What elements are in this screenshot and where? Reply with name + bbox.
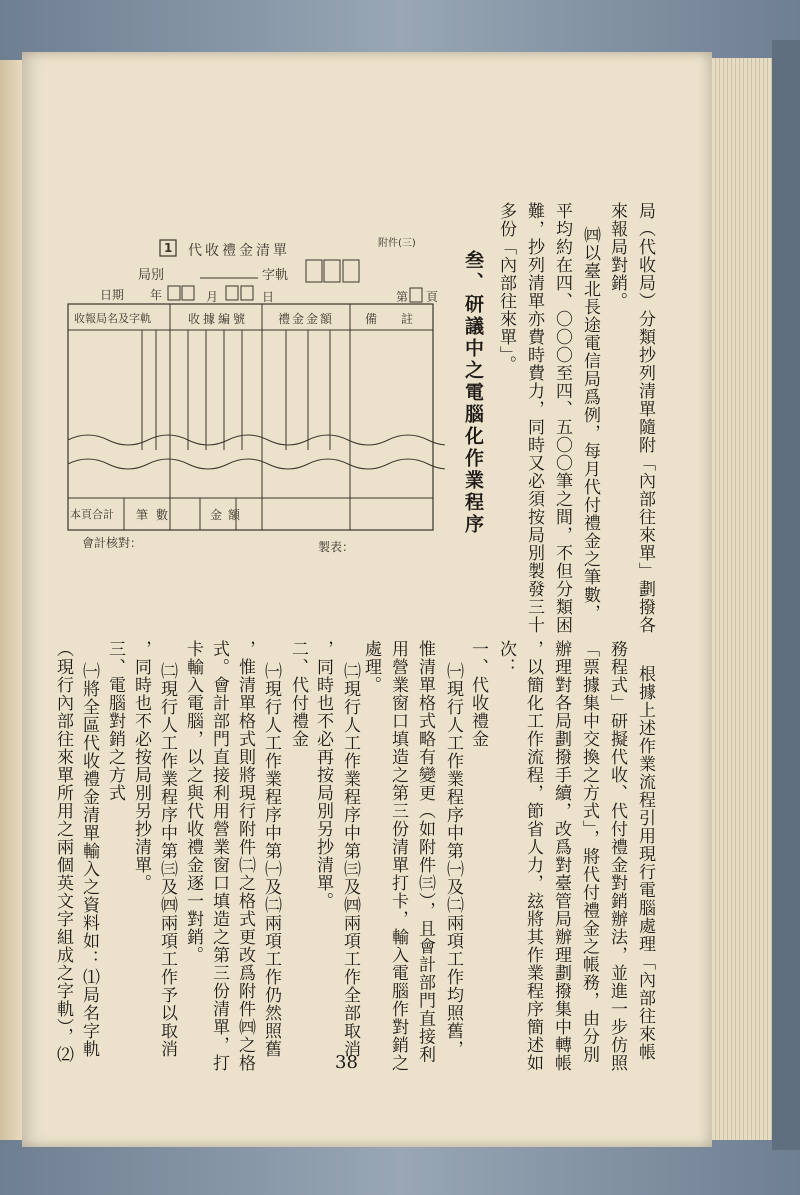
text-column: 平均約在四、〇〇〇至四、五〇〇筆之間，不但分類困 — [552, 202, 572, 634]
page-number: 38 — [335, 1052, 358, 1073]
attachment-form — [60, 228, 445, 558]
col-header: 收報局名及字軌 — [74, 312, 151, 325]
col-header: 收據編號 — [188, 312, 249, 326]
text-column: ，以簡化工作流程，節省人力，玆將其作業程序簡述如 — [523, 640, 543, 1072]
prepared-by-label: 製表： — [318, 540, 355, 554]
track-label: 字軌 — [262, 268, 289, 283]
text-column: ㈠將全區代收禮金清單輸入之資料如：⑴局名字軌 — [79, 662, 99, 1058]
text-column: ㈡現行人工作業程序中第㈢及㈣兩項工作全部取消 — [340, 662, 360, 1058]
text-column: 處理。 — [361, 640, 381, 694]
amount-label: 金額 — [210, 508, 247, 522]
form-title: 代收禮金清單 — [188, 243, 290, 259]
text-column: 一、代收禮金 — [468, 640, 488, 748]
form-attachment-label: 附件(三) — [378, 238, 416, 249]
text-column: 根據上述作業流程引用現行電腦處理「內部往來帳 — [635, 665, 655, 1061]
text-column: 式。會計部門直接利用營業窗口填造之第三份清單，打 — [209, 640, 229, 1072]
text-column: 用營業窗口填造之第三份清單打卡，輸入電腦作對銷之 — [388, 640, 408, 1072]
text-column: ㈣以臺北長途電信局爲例，每月代付禮金之筆數， — [580, 226, 600, 622]
accounting-check-label: 會計核對： — [82, 536, 143, 550]
text-column: 「票據集中交換之方式」，將代付禮金之帳務，由分別 — [579, 640, 599, 1064]
form-grid — [60, 228, 445, 558]
date-label: 日期 — [100, 288, 125, 302]
page-edges — [712, 58, 772, 1140]
text-column: ，同時也不必按局別另抄清單。 — [131, 640, 151, 892]
count-label: 筆數 — [136, 508, 177, 522]
text-column: ，同時也不必再按局別另抄清單。 — [313, 640, 333, 910]
text-column: （現行內部往來單所用之兩個英文字組成之字軌），⑵ — [53, 640, 73, 1064]
text-column: 辦理對各局劃撥手續，改爲對臺管局辦理劃撥集中轉帳 — [551, 640, 571, 1072]
text-column: 來報局對銷。 — [607, 202, 627, 310]
text-column: 惟清單格式略有變更（如附件㈢），且會計部門直接利 — [415, 640, 435, 1064]
text-column: ㈠現行人工作業程序中第㈠及㈡兩項工作仍然照舊 — [261, 662, 281, 1058]
form-number: 1 — [164, 241, 173, 255]
text-column: 難，抄列清單亦費時費力，同時又必須按局別製發三十 — [524, 202, 544, 634]
left-page-edge — [0, 60, 24, 1140]
day-label: 日 — [262, 290, 275, 304]
bureau-label: 局別 — [138, 268, 165, 283]
text-column: ㈡現行人工作業程序中第㈢及㈣兩項工作予以取消 — [157, 662, 177, 1058]
text-column: 三、電腦對銷之方式 — [105, 640, 125, 802]
text-column: ，惟清單格式則將現行附件㈡之格式更改爲附件㈣之格 — [235, 640, 255, 1072]
text-column: 次： — [496, 640, 516, 676]
year-label: 年 — [150, 288, 163, 302]
text-column: 務程式」研擬代收、代付禮金對銷辦法，並進一步仿照 — [607, 640, 627, 1072]
text-column: 卡輸入電腦，以之與代收禮金逐一對銷。 — [183, 640, 203, 964]
text-column: 局（代收局）分類抄列清單隨附「內部往來單」劃撥各 — [635, 202, 655, 634]
subtotal-label: 本頁合計 — [70, 508, 114, 521]
col-header: 禮金金額 — [278, 312, 335, 326]
text-column: ㈠現行人工作業程序中第㈠及㈡兩項工作均照舊， — [443, 662, 463, 1058]
page-prefix: 第 — [396, 290, 409, 304]
col-header: 備 註 — [365, 312, 414, 326]
book-spine — [772, 40, 800, 1150]
text-column: 多份「內部往來單」。 — [496, 202, 516, 374]
section-title: 叁、研議中之電腦化作業程序 — [462, 250, 484, 536]
month-label: 月 — [206, 290, 219, 304]
page-suffix: 頁 — [426, 290, 439, 304]
text-column: 二、代付禮金 — [288, 640, 308, 748]
